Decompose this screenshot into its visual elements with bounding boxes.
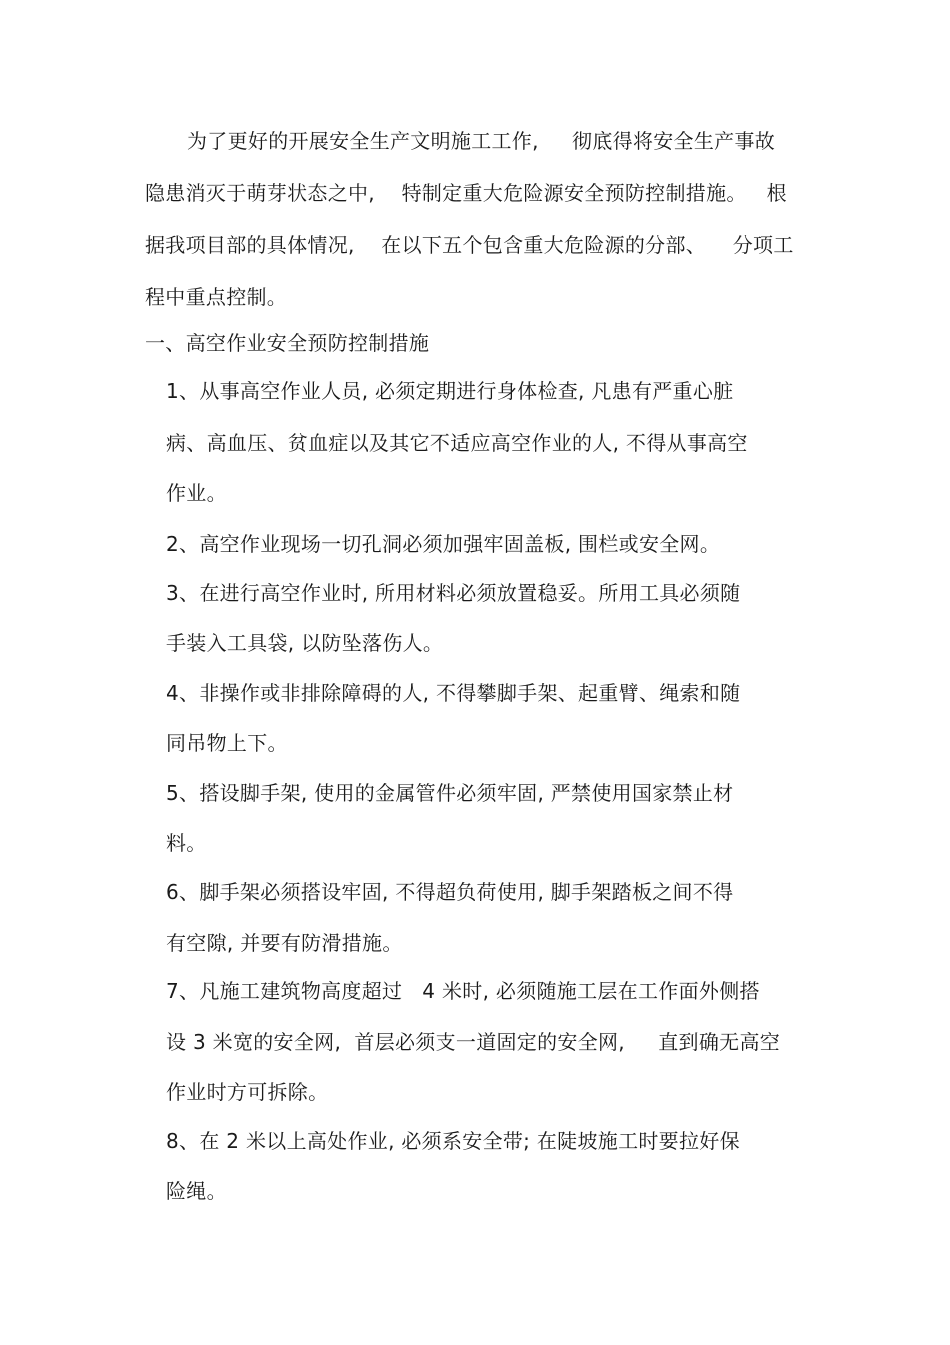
item-2-line-1: 2、高空作业现场一切孔洞必须加强牢固盖板, 围栏或安全网。 [166, 532, 721, 556]
intro-line-4: 程中重点控制。 [145, 285, 288, 309]
item-4-line-1: 4、非操作或非排除障碍的人, 不得攀脚手架、起重臂、绳索和随 [166, 681, 741, 705]
item-5-line-1: 5、搭设脚手架, 使用的金属管件必须牢固, 严禁使用国家禁止材 [166, 781, 734, 805]
item-1-line-3: 作业。 [166, 481, 227, 505]
item-8-line-2: 险绳。 [166, 1179, 227, 1203]
item-3-line-1: 3、在进行高空作业时, 所用材料必须放置稳妥。所用工具必须随 [166, 581, 741, 605]
item-1-line-1: 1、从事高空作业人员, 必须定期进行身体检查, 凡患有严重心脏 [166, 379, 734, 403]
item-6-line-2: 有空隙, 并要有防滑措施。 [166, 931, 403, 955]
item-1-line-2: 病、高血压、贫血症以及其它不适应高空作业的人, 不得从事高空 [166, 431, 748, 455]
intro-line-1: 为了更好的开展安全生产文明施工工作, 彻底得将安全生产事故 [187, 129, 776, 153]
item-7-line-3: 作业时方可拆除。 [166, 1080, 329, 1104]
item-3-line-2: 手装入工具袋, 以防坠落伤人。 [166, 631, 444, 655]
intro-line-3: 据我项目部的具体情况, 在以下五个包含重大危险源的分部、 分项工 [145, 233, 794, 257]
item-4-line-2: 同吊物上下。 [166, 731, 288, 755]
section-heading: 一、高空作业安全预防控制措施 [145, 331, 430, 355]
item-5-line-2: 料。 [166, 831, 207, 855]
item-7-line-1: 7、凡施工建筑物高度超过 4 米时, 必须随施工层在工作面外侧搭 [166, 979, 760, 1003]
item-8-line-1: 8、在 2 米以上高处作业, 必须系安全带; 在陡坡施工时要拉好保 [166, 1129, 740, 1153]
item-6-line-1: 6、脚手架必须搭设牢固, 不得超负荷使用, 脚手架踏板之间不得 [166, 880, 734, 904]
item-7-line-2: 设 3 米宽的安全网, 首层必须支一道固定的安全网, 直到确无高空 [166, 1030, 781, 1054]
intro-line-2: 隐患消灭于萌芽状态之中, 特制定重大危险源安全预防控制措施。 根 [145, 181, 787, 205]
